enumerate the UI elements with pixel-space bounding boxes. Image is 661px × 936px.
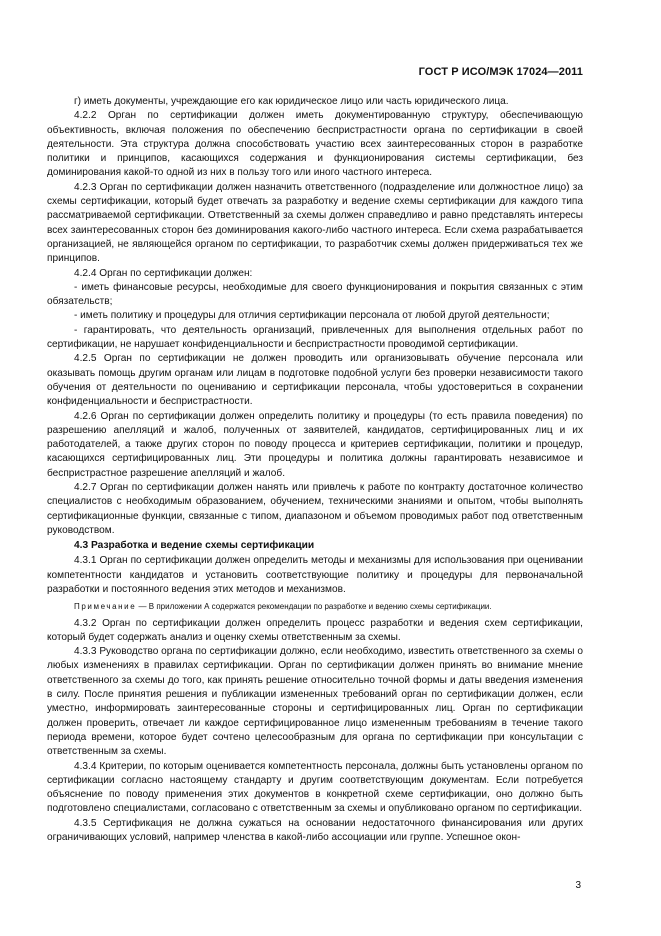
- note-label: Примечание: [74, 602, 137, 612]
- paragraph-4-3-2: 4.3.2 Орган по сертификации должен определить процесс разработки и ведения схем сертификации, который будет содержать анализ и оценку схемы ответственным за схемы.: [47, 617, 583, 643]
- paragraph-4-2-2: 4.2.2 Орган по сертификации должен иметь документированную структуру, обеспечивающую объективность, включая положения по обеспечению беспристрастности органа по сертификации в своей деятельности. Эта структура должна способствовать участию всех заинтересованных сторон в разработке политики и принципов, касающихся содержания и функционирования системы сертификации, без доминирования какой-то одной из них в пользу того или иного частного интереса.: [47, 110, 583, 179]
- document-body: [47, 95, 583, 845]
- paragraph-4-3-4: 4.3.4 Критерии, по которым оценивается компетентность персонала, должны быть установлены органом по сертификации согласно настоящему стандарту и другим соответствующим документам. Если потребуется объяснение по поводу применения этих документов в конкретной схеме сертификации, оно должно быть подготовлено специалистами, согласовано с ответственным за схемы и опубликовано органом по сертификации.: [47, 760, 583, 815]
- paragraph-4-3-1: 4.3.1 Орган по сертификации должен определить методы и механизмы для использования при оценивании компетентности кандидатов и установить соответствующие политику и процедуры для первоначальной разработки и постоянного ведения этих методов и механизмов.: [47, 555, 583, 595]
- paragraph-4-2-6: 4.2.6 Орган по сертификации должен определить политику и процедуры (то есть правила поведения) по разрешению апелляций и жалоб, полученных от заявителей, кандидатов, сертифицированных лиц и их работодателей, а также других сторон по поводу процесса и критериев сертификации, политики и процедур, касающихся сертифицированных лиц. Эти процедуры и политика должны гарантировать независимое и беспристрастное разрешение апелляций и жалоб.: [47, 410, 583, 479]
- paragraph-4-3-5: 4.3.5 Сертификация не должна сужаться на основании недостаточного финансирования или других ограничивающих условий, например членства в какой-либо ассоциации или группе. Успешное окон-: [47, 817, 583, 844]
- page-number: 3: [575, 880, 581, 891]
- paragraph-4-2-5: 4.2.5 Орган по сертификации не должен проводить или организовывать обучение персонала или оказывать помощь другим органам или лицам в подготовке подобной услуги без проверки независимости такого обучения от деятельности по оцениванию и сертификации персонала, чтобы удостовериться в сохранении конфиденциальности и беспристрастности.: [47, 353, 583, 408]
- standard-designation: ГОСТ Р ИСО/МЭК 17024—2011: [418, 66, 583, 78]
- paragraph-4-2-7: 4.2.7 Орган по сертификации должен нанять или привлечь к работе по контракту достаточное количество специалистов с необходимым образованием, обучением, техническими знаниями и опытом, чтобы выполнять сертификационные функции, связанные с типом, диапазоном и объемом проводимых работ под ответственным руководством.: [47, 482, 583, 536]
- paragraph-4-3-3: 4.3.3 Руководство органа по сертификации должно, если необходимо, известить ответственного за схемы о любых изменениях в правилах сертификации. Орган по сертификации должен принять во внимание мнение ответственного за схемы до того, как принять решение относительно точной формы и даты введения изменения в силу. После принятия решения и публикации измененных требований орган по сертификации должен, если уместно, информировать заинтересованные стороны и сертифицированных лиц. Орган по сертификации должен проверить, отвечает ли каждое сертифицированное лицо измененным требованиям в течение такого периода времени, которое будет сочтено целесообразным для органа по сертификации при консультации с ответственным за схемы.: [47, 646, 583, 758]
- paragraph-4-2-3: 4.2.3 Орган по сертификации должен назначить ответственного (подразделение или должностное лицо) за схемы сертификации, который будет отвечать за разработку и ведение схемы сертификации для каждого типа рассматриваемой сертификации. Ответственный за схемы должен справедливо и равно представлять интересы всех заинтересованных сторон без доминирования какого-либо частного интереса. Если схема разрабатывается организацией, не являющейся органом по сертификации, то разработчик схемы должен придерживаться тех же принципов.: [47, 181, 583, 265]
- note-text: — В приложении А содержатся рекомендации по разработке и ведению схемы сертификации.: [138, 602, 492, 612]
- paragraph-item-g: г) иметь документы, учреждающие его как юридическое лицо или часть юридического лица.: [74, 96, 509, 107]
- section-heading-4-3: 4.3 Разработка и ведение схемы сертификации: [74, 540, 315, 552]
- list-item-policy: - иметь политику и процедуры для отличия сертификации персонала от любой другой деятельности;: [74, 310, 550, 322]
- list-item-guarantee: - гарантировать, что деятельность организаций, привлеченных для выполнения отдельных работ по сертификации, не нарушает конфиденциальности и беспристрастности проводимой сертификации.: [47, 324, 583, 351]
- paragraph-4-2-4: 4.2.4 Орган по сертификации должен:: [74, 267, 253, 279]
- note: [47, 601, 583, 613]
- list-item-financial: - иметь финансовые ресурсы, необходимые для своего функционирования и покрытия связанных с этим обязательств;: [47, 281, 583, 308]
